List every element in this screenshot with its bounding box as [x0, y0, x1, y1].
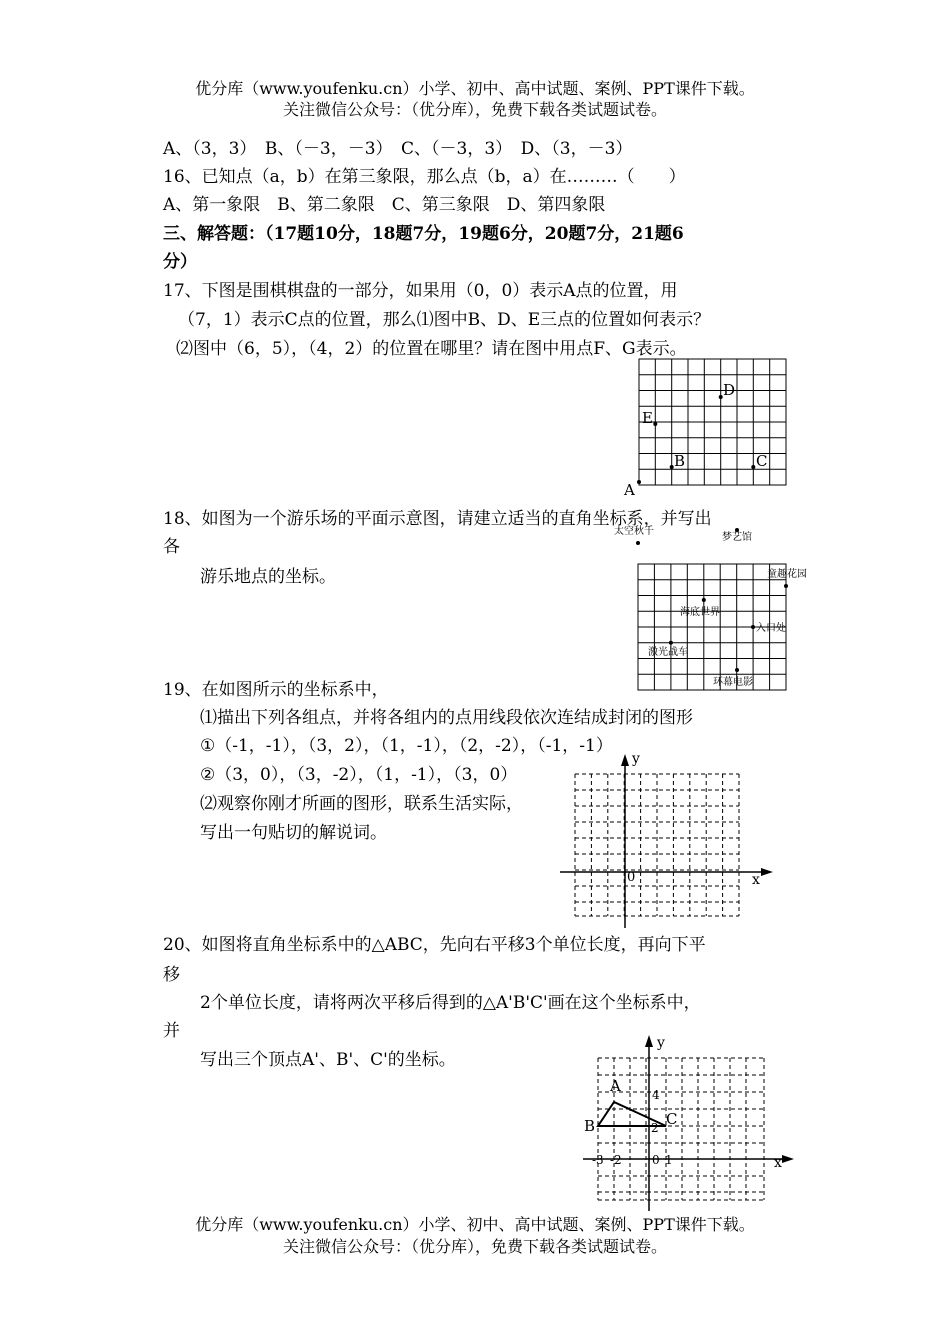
label-e: E	[642, 409, 653, 427]
place-entrance: 入口处	[756, 623, 786, 634]
q20-tick-minus-2: -2	[610, 1153, 622, 1167]
q17-line-1: 17、下图是围棋棋盘的一部分，如果用（0，0）表示A点的位置，用	[163, 281, 678, 301]
q20-line-3: 2个单位长度，请将两次平移后得到的△A'B'C'画在这个坐标系中，	[200, 993, 701, 1013]
place-laser-battle: 激光战车	[648, 647, 688, 658]
q20-tick-1: 1	[665, 1153, 673, 1167]
amusement-park-figure	[600, 520, 807, 695]
header-line-1: 优分库（www.youfenku.cn）小学、初中、高中试题、案例、PPT课件下载。	[195, 79, 755, 98]
q19-dashed-grid	[575, 774, 739, 916]
q17-line-3: ⑵图中（6，5），（4，2）的位置在哪里？请在图中用点F、G表示。	[176, 339, 687, 359]
label-a: A	[624, 481, 635, 499]
place-space-swing: 太空秋千	[614, 526, 654, 537]
q19-origin-label: 0	[627, 870, 636, 885]
q20-coordinate-figure	[580, 1033, 800, 1213]
section-3-heading-cont: 分）	[163, 252, 197, 272]
point-a	[637, 480, 641, 484]
q20-line-4: 并	[163, 1021, 180, 1041]
label-c: C	[756, 452, 768, 470]
q20-label-b: B	[584, 1117, 596, 1135]
q19-line-5: ⑵观察你刚才所画的图形，联系生活实际，	[200, 794, 523, 814]
footer-line-1: 优分库（www.youfenku.cn）小学、初中、高中试题、案例、PPT课件下载。	[195, 1215, 755, 1234]
q20-tick-2: 2	[651, 1121, 659, 1135]
q19-line-3: ①（-1，-1），（3，2），（1，-1），（2，-2），（-1，-1）	[200, 736, 613, 756]
q20-dashed-grid	[598, 1058, 764, 1200]
q15-options: A、（3，3） B、（－3，－3） C、（－3，3） D、（3，－3）	[163, 139, 633, 159]
q20-tick-4: 4	[652, 1088, 660, 1102]
footer-line-2: 关注微信公众号：（优分库），免费下载各类试题试卷。	[282, 1237, 667, 1256]
q20-x-label: x	[774, 1155, 782, 1171]
place-dream-hall: 梦艺馆	[722, 532, 752, 543]
point-c	[751, 465, 755, 469]
q16-options: A、第一象限 B、第二象限 C、第三象限 D、第四象限	[163, 195, 606, 215]
q18-line-3: 游乐地点的坐标。	[200, 567, 336, 587]
header-line-2: 关注微信公众号：（优分库），免费下载各类试题试卷。	[282, 100, 667, 119]
q20-line-5: 写出三个顶点A'、B'、C'的坐标。	[200, 1050, 456, 1070]
place-ocean-world: 海底世界	[680, 607, 720, 618]
q19-coordinate-figure	[555, 750, 785, 930]
q19-line-4: ②（3，0），（3，-2），（1，-1），（3，0）	[200, 765, 518, 785]
place-cinema: 环幕电影	[713, 677, 753, 688]
q18-line-2: 各	[163, 537, 180, 557]
q17-line-2: （7，1）表示C点的位置，那么⑴图中B、D、E三点的位置如何表示？	[178, 310, 711, 330]
q20-y-label: y	[657, 1035, 665, 1051]
q20-tick-minus-3: -3	[592, 1153, 604, 1167]
q18-line-1: 18、如图为一个游乐场的平面示意图，请建立适当的直角坐标系，并写出	[163, 509, 712, 529]
go-board-figure	[620, 355, 800, 500]
place-fun-garden: 童趣花园	[767, 569, 807, 580]
q19-line-2: ⑴描出下列各组点，并将各组内的点用线段依次连结成封闭的图形	[200, 708, 693, 728]
q16-stem: 16、已知点（a，b）在第三象限，那么点（b，a）在………（ ）	[163, 167, 686, 187]
q20-line-1: 20、如图将直角坐标系中的△ABC，先向右平移3个单位长度，再向下平	[163, 935, 706, 955]
q20-line-2: 移	[163, 965, 180, 985]
q19-line-1: 19、在如图所示的坐标系中，	[163, 680, 389, 700]
q19-line-6: 写出一句贴切的解说词。	[200, 823, 387, 843]
q19-x-label: x	[752, 872, 760, 888]
point-e	[653, 422, 657, 426]
section-3-heading: 三、解答题：（17题10分，18题7分，19题6分，20题7分，21题6	[163, 224, 684, 244]
q20-tick-0: 0	[652, 1153, 660, 1167]
q20-label-a: A	[610, 1077, 621, 1095]
label-d: D	[723, 381, 736, 399]
q19-y-label: y	[632, 751, 640, 767]
q20-label-c: C	[666, 1110, 678, 1128]
label-b: B	[674, 452, 686, 470]
